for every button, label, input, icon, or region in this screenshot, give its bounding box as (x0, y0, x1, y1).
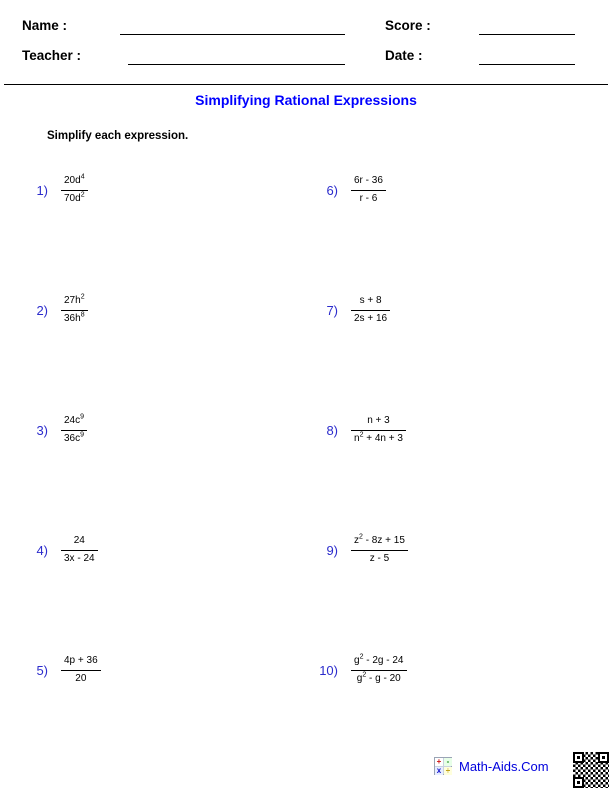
numerator: 4p + 36 (61, 655, 101, 671)
fraction-expression (61, 655, 101, 685)
exponent: 2 (80, 293, 85, 301)
exponent: 2 (359, 653, 364, 661)
instructions-text: Simplify each expression. (47, 130, 189, 142)
exponent: 2 (80, 191, 85, 199)
denominator: $70d^2$ (64, 191, 85, 204)
problem-number: 10) (319, 662, 338, 678)
fraction-expression (351, 535, 408, 565)
problem-number: 8) (326, 422, 338, 438)
denominator: 20 (75, 672, 87, 684)
problem-2 (22, 250, 101, 370)
problem-10 (312, 610, 408, 730)
problem-number: 1) (36, 182, 48, 198)
numerator: $g^2 - 2g - 24$ (351, 655, 407, 671)
problem-7 (312, 250, 408, 370)
denominator: $36c^9$ (64, 431, 85, 444)
problem-number: 9) (326, 542, 338, 558)
score-label: Score : (385, 18, 431, 33)
denominator: $g^2$ - g - 20 (356, 671, 401, 684)
brand-name: Math-Aids.Com (459, 758, 549, 774)
denominator: z - 5 (369, 552, 390, 564)
fraction-expression (61, 415, 87, 445)
numerator: n + 3 (351, 415, 406, 431)
problem-6 (312, 130, 408, 250)
fraction-expression (351, 295, 390, 325)
numerator: s + 8 (351, 295, 390, 311)
problem-4 (22, 490, 101, 610)
problem-8 (312, 370, 408, 490)
problem-number: 3) (36, 422, 48, 438)
name-blank-line[interactable] (120, 34, 345, 35)
date-label: Date : (385, 48, 423, 63)
exponent: 4 (80, 173, 85, 181)
numerator: $24c^9$ (61, 415, 87, 431)
problem-5 (22, 610, 101, 730)
plus-icon: + (436, 757, 442, 766)
problem-number: 5) (36, 662, 48, 678)
denominator: $n^2 + 4n + 3$ (354, 431, 403, 444)
header-divider (4, 84, 608, 85)
fraction-expression (351, 415, 406, 445)
numerator: $20d^4$ (61, 175, 88, 191)
numerator: $z^2 - 8z + 15$ (351, 535, 408, 551)
teacher-label: Teacher : (22, 48, 82, 63)
name-label: Name : (22, 18, 68, 33)
date-blank-line[interactable] (479, 64, 575, 65)
numerator: 24 (61, 535, 98, 551)
minus-icon: - (444, 758, 452, 766)
denominator: $36h^8$ (64, 311, 85, 324)
qr-finder-icon (598, 752, 609, 763)
fraction-expression (61, 175, 88, 205)
exponent: 9 (80, 431, 85, 439)
times-icon: x (436, 766, 442, 775)
problem-number: 2) (36, 302, 48, 318)
worksheet-title: Simplifying Rational Expressions (195, 92, 417, 108)
problem-number: 7) (326, 302, 338, 318)
math-aids-logo-icon (434, 757, 452, 775)
problem-3 (22, 370, 101, 490)
exponent: 2 (359, 431, 364, 439)
qr-finder-icon (573, 777, 584, 788)
problem-number: 6) (326, 182, 338, 198)
exponent: 9 (80, 413, 85, 421)
score-blank-line[interactable] (479, 34, 575, 35)
teacher-blank-line[interactable] (128, 64, 345, 65)
fraction-expression (351, 655, 407, 685)
divide-icon: ÷ (445, 766, 451, 775)
problems-column-left (22, 130, 101, 730)
brand-footer (434, 757, 549, 775)
qr-finder-icon (573, 752, 584, 763)
qr-code (573, 752, 609, 788)
denominator: r - 6 (359, 192, 378, 204)
numerator: 6r - 36 (351, 175, 386, 191)
fraction-expression (61, 295, 88, 325)
exponent: 8 (80, 311, 85, 319)
numerator: $27h^2$ (61, 295, 88, 311)
problem-number: 4) (36, 542, 48, 558)
fraction-expression (351, 175, 386, 205)
fraction-expression (61, 535, 98, 565)
problem-1 (22, 130, 101, 250)
problem-9 (312, 490, 408, 610)
problems-column-right (312, 130, 408, 730)
denominator: 3x - 24 (64, 552, 95, 564)
denominator: 2s + 16 (354, 312, 388, 324)
exponent: 2 (359, 533, 363, 541)
exponent: 2 (362, 671, 367, 679)
